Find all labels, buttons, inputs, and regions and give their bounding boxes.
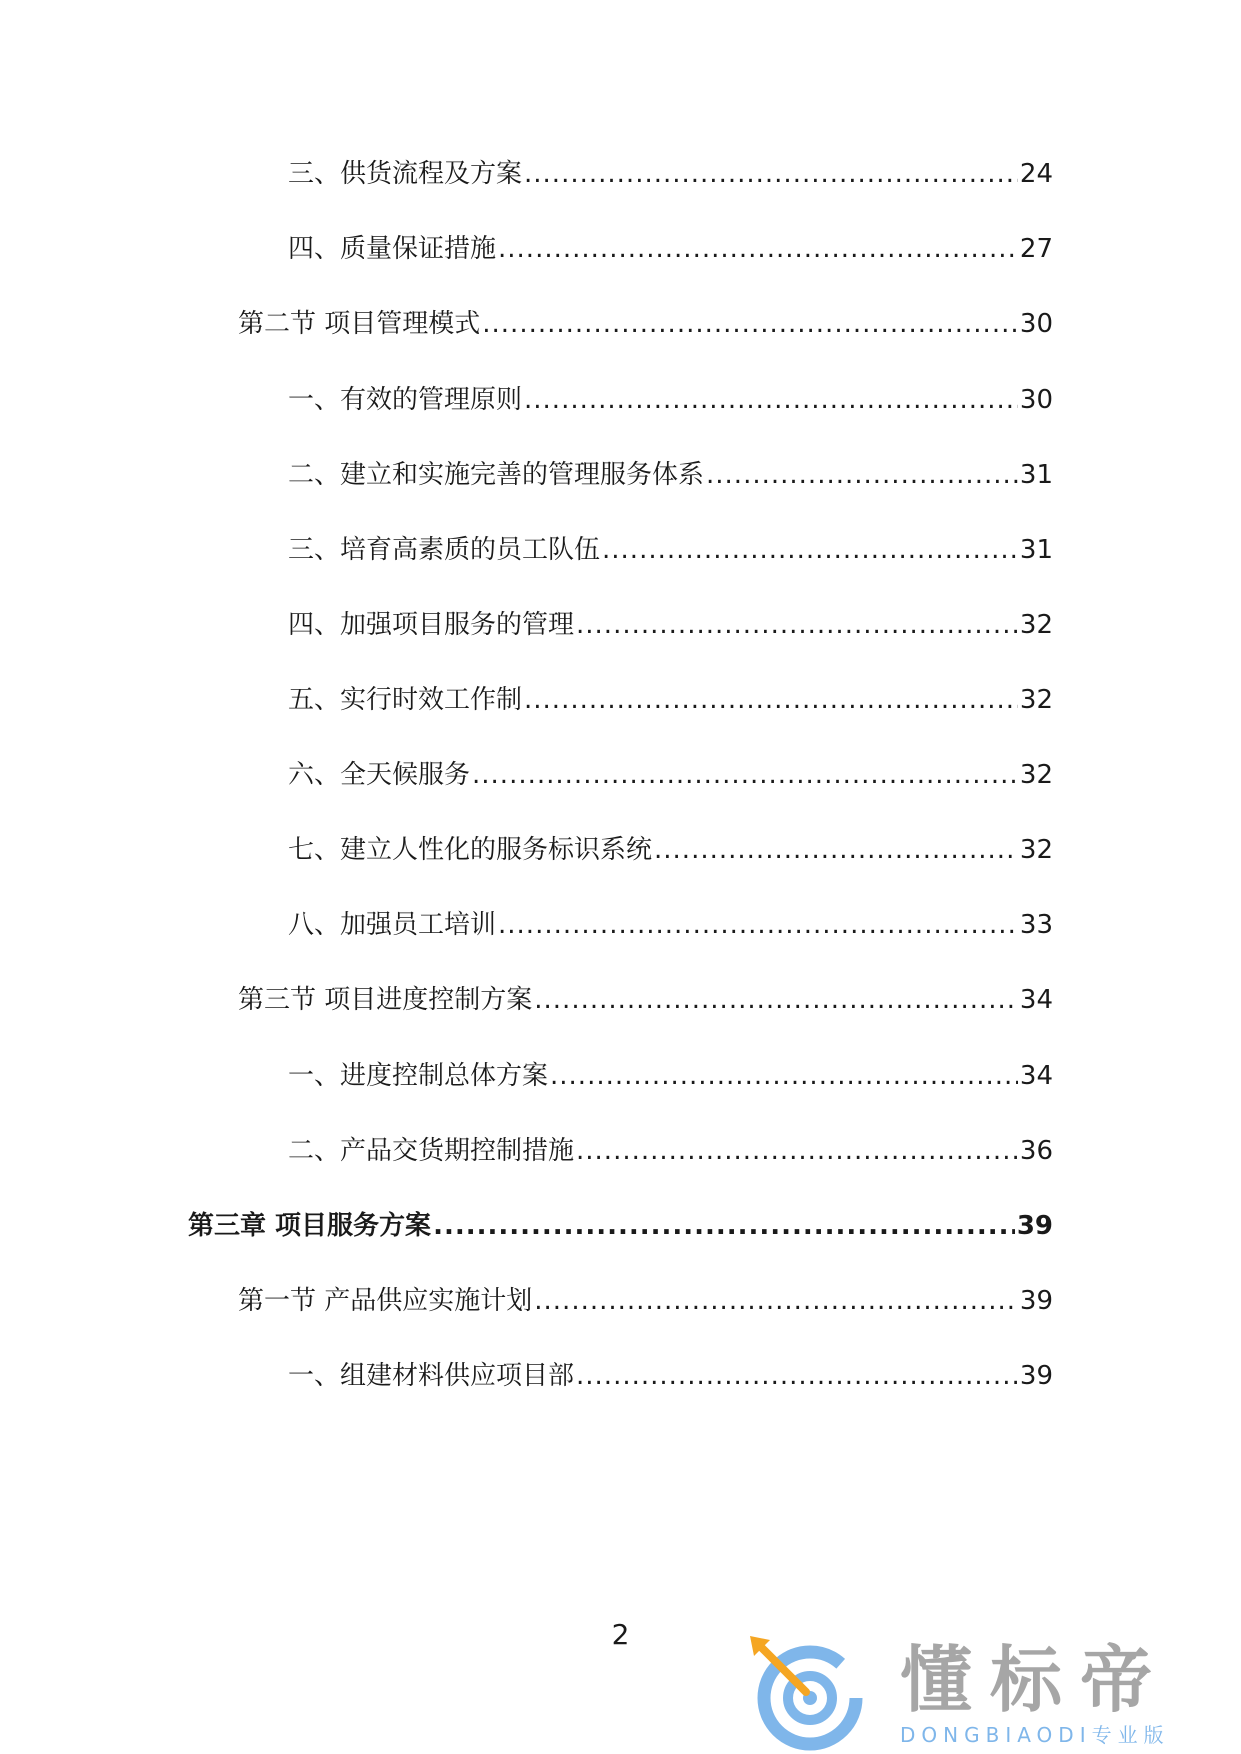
- toc-entry-title: 四、质量保证措施: [288, 234, 497, 264]
- toc-entry-page: 34: [1019, 985, 1053, 1015]
- toc-entry-page: 31: [1019, 460, 1053, 490]
- page-number: 2: [611, 1618, 630, 1651]
- toc-entry-page: 34: [1019, 1061, 1053, 1091]
- toc-entry[interactable]: [238, 304, 1053, 344]
- toc-entry-page: 31: [1019, 535, 1053, 565]
- toc-leader-dots: [524, 680, 1018, 720]
- toc-entry-page: 32: [1019, 835, 1053, 865]
- toc-entry[interactable]: [288, 380, 1053, 420]
- toc-entry-title: 六、全天候服务: [288, 760, 471, 790]
- toc-entry-title: 三、培育高素质的员工队伍: [288, 535, 601, 565]
- toc-leader-dots: [602, 530, 1018, 570]
- toc-entry-page: 39: [1016, 1211, 1053, 1241]
- toc-entry[interactable]: [288, 1356, 1053, 1396]
- toc-entry-title: 二、建立和实施完善的管理服务体系: [288, 460, 705, 490]
- toc-entry-title: 第三章 项目服务方案: [188, 1211, 432, 1241]
- toc-entry-title: 七、建立人性化的服务标识系统: [288, 835, 653, 865]
- toc-leader-dots: [576, 605, 1018, 645]
- toc-leader-dots: [654, 830, 1018, 870]
- toc-entry-page: 33: [1019, 910, 1053, 940]
- toc-entry-page: 39: [1019, 1361, 1053, 1391]
- toc-entry-page: 24: [1019, 159, 1053, 189]
- toc-entry-title: 五、实行时效工作制: [288, 685, 523, 715]
- toc-leader-dots: [498, 229, 1018, 269]
- toc-entry[interactable]: [288, 530, 1053, 570]
- toc-leader-dots: [524, 380, 1018, 420]
- toc-leader-dots: [482, 304, 1018, 344]
- toc-leader-dots: [524, 154, 1018, 194]
- toc-entry[interactable]: [288, 905, 1053, 945]
- toc-entry[interactable]: [238, 1281, 1053, 1321]
- toc-entry-title: 一、进度控制总体方案: [288, 1061, 549, 1091]
- toc-entry[interactable]: [288, 229, 1053, 269]
- toc-entry-title: 一、组建材料供应项目部: [288, 1361, 575, 1391]
- toc-leader-dots: [534, 1281, 1018, 1321]
- toc-leader-dots: [498, 905, 1018, 945]
- toc-entry[interactable]: [288, 755, 1053, 795]
- toc-entry-page: 30: [1019, 385, 1053, 415]
- toc-entry-title: 八、加强员工培训: [288, 910, 497, 940]
- toc-leader-dots: [433, 1206, 1015, 1246]
- toc-entry[interactable]: [288, 1131, 1053, 1171]
- toc-entry-page: 39: [1019, 1286, 1053, 1316]
- toc-entry-page: 32: [1019, 610, 1053, 640]
- toc-entry-title: 三、供货流程及方案: [288, 159, 523, 189]
- toc-entry-title: 第一节 产品供应实施计划: [238, 1286, 533, 1316]
- toc-entry[interactable]: [288, 1056, 1053, 1096]
- toc-entry-chapter[interactable]: [188, 1206, 1053, 1246]
- toc-entry-title: 二、产品交货期控制措施: [288, 1136, 575, 1166]
- toc-entry-page: 27: [1019, 234, 1053, 264]
- toc-leader-dots: [576, 1131, 1018, 1171]
- toc-entry[interactable]: [288, 680, 1053, 720]
- watermark-brand: 懂标帝: [900, 1638, 1171, 1722]
- toc-entry[interactable]: [288, 605, 1053, 645]
- toc-entry-title: 第三节 项目进度控制方案: [238, 985, 533, 1015]
- toc-leader-dots: [534, 980, 1018, 1020]
- watermark-subtitle: DONGBIAODI专业版: [900, 1723, 1170, 1747]
- toc-entry-page: 30: [1019, 309, 1053, 339]
- toc-entry[interactable]: [288, 154, 1053, 194]
- toc-entry[interactable]: [288, 830, 1053, 870]
- toc-entry-page: 32: [1019, 760, 1053, 790]
- watermark-logo: [740, 1636, 1220, 1754]
- toc-leader-dots: [576, 1356, 1018, 1396]
- toc-leader-dots: [472, 755, 1018, 795]
- toc-entry-page: 32: [1019, 685, 1053, 715]
- toc-leader-dots: [550, 1056, 1018, 1096]
- toc-entry-title: 四、加强项目服务的管理: [288, 610, 575, 640]
- toc-entry[interactable]: [288, 455, 1053, 495]
- toc-entry-title: 一、有效的管理原则: [288, 385, 523, 415]
- target-arrow-icon: [748, 1636, 868, 1754]
- toc-entry[interactable]: [238, 980, 1053, 1020]
- toc-entry-page: 36: [1019, 1136, 1053, 1166]
- toc-entry-title: 第二节 项目管理模式: [238, 309, 481, 339]
- toc-leader-dots: [706, 455, 1018, 495]
